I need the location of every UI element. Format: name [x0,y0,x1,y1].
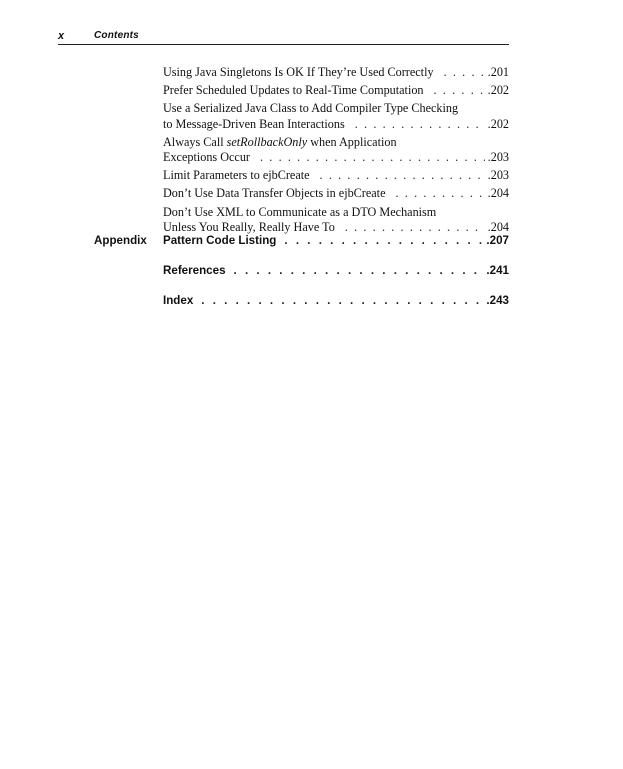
running-title: Contents [94,30,139,41]
toc-entry-title: Using Java Singletons Is OK If They’re Used Correctly [163,65,434,79]
toc-entry-title: Don’t Use Data Transfer Objects in ejbCreate [163,186,386,201]
method-name: setRollbackOnly [226,134,308,149]
toc-entry-title-cont: to Message-Driven Bean Interactions [163,116,345,131]
dot-leader [434,83,485,99]
dot-leader [201,294,484,307]
toc-entry-page: .203 [487,150,509,165]
index-title: Index [163,294,194,307]
toc-entry-page: .203 [487,168,509,183]
toc-subsection-list [163,65,509,236]
toc-entry-page: .204 [487,186,509,201]
toc-major-entry-index [163,294,509,307]
toc-entry [163,186,509,202]
toc-entry-title: Prefer Scheduled Updates to Real-Time Computation [163,83,424,98]
dot-leader [284,234,484,247]
appendix-label: Appendix [94,234,147,247]
toc-entry [163,205,509,236]
references-page: .241 [486,264,509,277]
running-header [58,29,509,45]
toc-entry-title-cont: Unless You Really, Really Have To [163,220,335,235]
index-page: .243 [486,294,509,307]
toc-entry-page: .204 [487,220,509,235]
page-number: x [58,30,65,42]
appendix-page: .207 [486,234,509,247]
toc-entry [163,65,509,81]
dot-leader [444,65,485,81]
dot-leader [320,168,485,184]
toc-entry-title: Limit Parameters to ejbCreate [163,168,310,183]
toc-major-entry-appendix [163,234,509,247]
toc-entry [163,83,509,99]
toc-entry-page: .202 [487,83,509,98]
toc-entry [163,135,509,166]
toc-entry-page: .201 [487,65,509,79]
dot-leader [355,117,485,133]
toc-entry-title: Don’t Use XML to Communicate as a DTO Mechanism [163,204,437,219]
toc-entry-title: Use a Serialized Java Class to Add Compiler Type Checking [163,101,459,116]
appendix-title: Pattern Code Listing [163,234,277,247]
dot-leader [234,264,485,277]
toc-entry-title-cont: Exceptions Occur [163,150,250,165]
references-title: References [163,264,226,277]
dot-leader [260,150,485,166]
toc-entry-page: .202 [487,116,509,131]
toc-major-entry-references [163,264,509,277]
toc-entry [163,101,509,132]
toc-entry [163,168,509,184]
toc-entry-title: Always Call setRollbackOnly when Application [163,134,397,149]
dot-leader [395,186,484,202]
